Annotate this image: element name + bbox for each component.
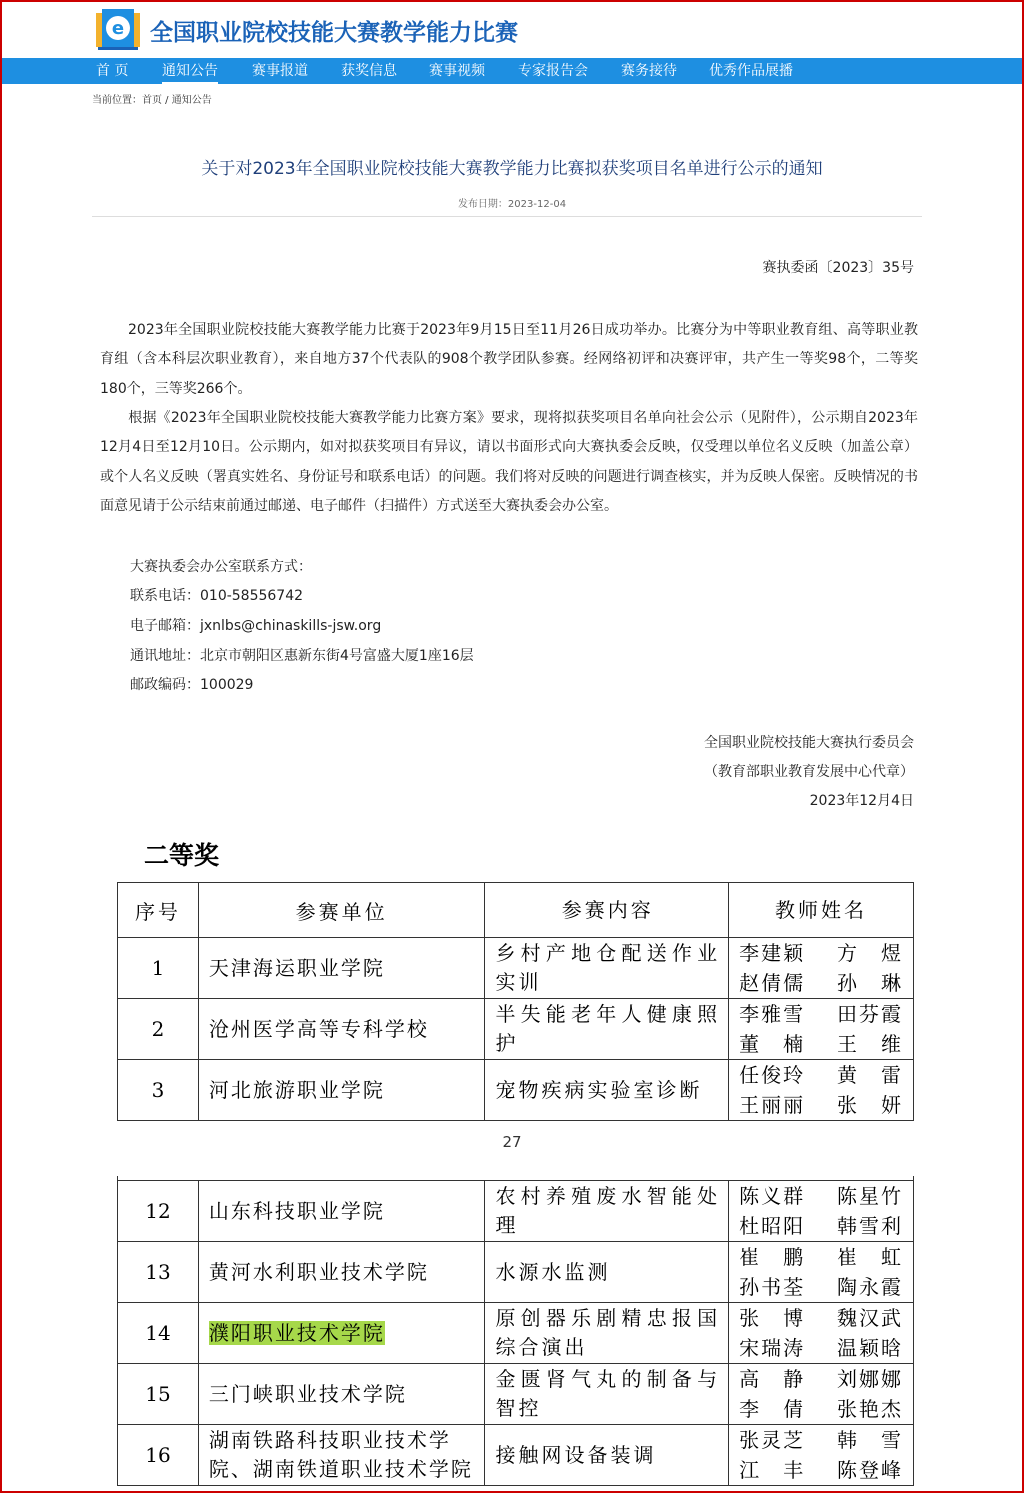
teacher-name: 陈星竹: [837, 1184, 903, 1208]
signature-seal: （教育部职业教育发展中心代章）: [704, 764, 914, 780]
breadcrumb: 当前位置：首页 / 通知公告: [92, 95, 212, 106]
row-unit: [198, 938, 485, 999]
teacher-line: [739, 968, 903, 998]
row-teachers: [729, 1303, 914, 1364]
e-logo-icon[interactable]: [94, 7, 142, 51]
row-teachers: [729, 1181, 914, 1242]
signature-date: 2023年12月4日: [809, 793, 914, 809]
row-unit: [198, 999, 485, 1060]
nav-reports[interactable]: 赛事报道: [252, 63, 308, 79]
site-title[interactable]: 全国职业院校技能大赛教学能力比赛: [150, 20, 518, 46]
row-teachers: [729, 1364, 914, 1425]
contact-phone: 联系电话：010-58556742: [130, 588, 304, 604]
unit-name: 黄河水利职业技术学院: [208, 1259, 429, 1284]
nav-expert-talks[interactable]: 专家报告会: [518, 63, 588, 79]
row-unit: [198, 1060, 485, 1121]
nav-notices[interactable]: 通知公告: [162, 61, 218, 84]
teacher-name: 陈义群: [739, 1184, 806, 1208]
unit-name: 沧州医学高等专科学校: [208, 1016, 429, 1041]
col-teachers: 教师姓名: [729, 883, 914, 938]
row-unit: [198, 1425, 485, 1486]
teacher-name: 张 博: [739, 1306, 806, 1330]
teacher-name: 杜昭阳: [739, 1214, 806, 1238]
divider: [92, 216, 922, 217]
row-index: 1: [118, 938, 199, 999]
row-index: 2: [118, 999, 199, 1060]
row-teachers: [729, 938, 914, 999]
teacher-name: 赵倩儒: [739, 971, 806, 995]
row-index: 16: [118, 1425, 199, 1486]
row-content: 农村养殖废水智能处理: [485, 1181, 729, 1242]
teacher-name: 温颖晗: [837, 1336, 903, 1360]
teacher-name: 王 维: [837, 1032, 903, 1056]
paragraph-1: [100, 316, 918, 404]
teacher-line: [739, 1242, 903, 1272]
row-unit: [198, 1364, 485, 1425]
teacher-name: 高 静: [739, 1367, 806, 1391]
unit-name: 三门峡职业技术学院: [208, 1381, 407, 1406]
unit-name: 湖南铁路科技职业技术学院、湖南铁道职业技术学院: [208, 1428, 473, 1481]
table-row: [118, 1425, 914, 1486]
row-content: 半失能老年人健康照护: [485, 999, 729, 1060]
row-unit: [198, 1181, 485, 1242]
paragraph-2: [100, 404, 918, 521]
page-number: 27: [502, 1133, 522, 1151]
nav-reception[interactable]: 赛务接待: [621, 63, 677, 79]
teacher-line: [739, 1272, 903, 1302]
row-content: 乡村产地仓配送作业实训: [485, 938, 729, 999]
table-row: [118, 1060, 914, 1121]
teacher-name: 孙书荃: [739, 1275, 806, 1299]
row-teachers: [729, 1425, 914, 1486]
nav-videos[interactable]: 赛事视频: [429, 63, 485, 79]
teacher-line: [739, 1060, 903, 1090]
site-header: [2, 2, 1022, 58]
teacher-name: 方 煜: [837, 941, 903, 965]
contact-postcode: 邮政编码：100029: [130, 677, 254, 693]
main-nav: [2, 58, 1022, 84]
col-unit: 参赛单位: [198, 883, 485, 938]
teacher-line: [739, 1394, 903, 1424]
row-index: 15: [118, 1364, 199, 1425]
prize-heading: 二等奖: [144, 841, 220, 870]
page-title: 关于对2023年全国职业院校技能大赛教学能力比赛拟获奖项目名单进行公示的通知: [201, 159, 823, 179]
teacher-name: 崔 虹: [837, 1245, 903, 1269]
teacher-line: [739, 1029, 903, 1059]
paragraph-1-text: 2023年全国职业院校技能大赛教学能力比赛于2023年9月15日至11月26日成功举办。比赛分为中等职业教育组、高等职业教育组（含本科层次职业教育），来自地方37个代表队的908个教学团队参赛。经网络初评和决赛评审，共产生一等奖98个，二等奖180个，三等奖266个。: [100, 322, 918, 397]
row-index: 3: [118, 1060, 199, 1121]
publish-date: 发布日期：2023-12-04: [457, 199, 567, 210]
table-row: [118, 938, 914, 999]
col-index: 序号: [118, 883, 199, 938]
signature-org: 全国职业院校技能大赛执行委员会: [704, 735, 914, 751]
teacher-line: [739, 1211, 903, 1241]
col-content: 参赛内容: [485, 883, 729, 938]
teacher-name: 田芬霞: [837, 1002, 903, 1026]
teacher-name: 韩 雪: [837, 1428, 903, 1452]
paragraph-2-text: 根据《2023年全国职业院校技能大赛教学能力比赛方案》要求，现将拟获奖项目名单向社会公示（见附件），公示期自2023年12月4日至12月10日。公示期内，如对拟获奖项目有异议，请以书面形式向大赛执委会反映，仅受理以单位名义反映（加盖公章）或个人名义反映（署真实姓名、身份证号和联系电话）的问题。我们将对反映的问题进行调查核实，并为反映人保密。反映情况的书面意见请于公示结束前通过邮递、电子邮件（扫描件）方式送至大赛执委会办公室。: [100, 410, 918, 514]
teacher-name: 张灵芝: [739, 1428, 806, 1452]
row-unit: [198, 1242, 485, 1303]
teacher-line: [739, 999, 903, 1029]
teacher-name: 陶永霞: [837, 1275, 903, 1299]
teacher-line: [739, 1181, 903, 1211]
teacher-name: 黄 雷: [837, 1063, 903, 1087]
teacher-name: 张 妍: [837, 1093, 903, 1117]
nav-showcase[interactable]: 优秀作品展播: [709, 63, 793, 79]
teacher-name: 崔 鹏: [739, 1245, 806, 1269]
row-content: 接触网设备装调: [485, 1425, 729, 1486]
svg-text:e: e: [111, 18, 125, 39]
contact-heading: 大赛执委会办公室联系方式：: [130, 559, 312, 575]
row-teachers: [729, 999, 914, 1060]
teacher-name: 王丽丽: [739, 1093, 806, 1117]
teacher-line: [739, 1425, 903, 1455]
award-table-continued: [117, 1180, 914, 1486]
row-teachers: [729, 1242, 914, 1303]
teacher-name: 李雅雪: [739, 1002, 806, 1026]
teacher-line: [739, 1455, 903, 1485]
contact-address: 通讯地址：北京市朝阳区惠新东街4号富盛大厦1座16层: [130, 648, 474, 664]
table-row: [118, 1242, 914, 1303]
teacher-name: 孙 琳: [837, 971, 903, 995]
table-row: [118, 1181, 914, 1242]
row-content: 金匮肾气丸的制备与智控: [485, 1364, 729, 1425]
table-row: [118, 1303, 914, 1364]
unit-name: 天津海运职业学院: [208, 955, 385, 980]
nav-home[interactable]: 首 页: [96, 63, 129, 79]
row-content: 水源水监测: [485, 1242, 729, 1303]
nav-awards[interactable]: 获奖信息: [341, 63, 397, 79]
teacher-name: 魏汉武: [837, 1306, 903, 1330]
teacher-name: 刘娜娜: [837, 1367, 903, 1391]
row-content: 宠物疾病实验室诊断: [485, 1060, 729, 1121]
teacher-line: [739, 938, 903, 968]
row-index: 13: [118, 1242, 199, 1303]
unit-name: 河北旅游职业学院: [208, 1077, 385, 1102]
teacher-name: 李 倩: [739, 1397, 806, 1421]
table-row: [118, 999, 914, 1060]
teacher-line: [739, 1333, 903, 1363]
table-row: [118, 1364, 914, 1425]
teacher-name: 董 楠: [739, 1032, 806, 1056]
teacher-name: 任俊玲: [739, 1063, 806, 1087]
row-unit: [198, 1303, 485, 1364]
table-header: [118, 883, 914, 938]
document-number: 赛执委函〔2023〕35号: [762, 260, 914, 276]
row-teachers: [729, 1060, 914, 1121]
teacher-name: 宋瑞涛: [739, 1336, 806, 1360]
teacher-name: 张艳杰: [837, 1397, 903, 1421]
teacher-name: 李建颖: [739, 941, 806, 965]
unit-name: 濮阳职业技术学院: [208, 1320, 385, 1345]
teacher-name: 陈登峰: [837, 1458, 903, 1482]
row-index: 12: [118, 1181, 199, 1242]
teacher-name: 韩雪利: [837, 1214, 903, 1238]
teacher-line: [739, 1090, 903, 1120]
teacher-line: [739, 1364, 903, 1394]
row-content: 原创器乐剧精忠报国综合演出: [485, 1303, 729, 1364]
award-table-page-27: [117, 882, 914, 1121]
unit-name: 山东科技职业学院: [208, 1198, 385, 1223]
row-index: 14: [118, 1303, 199, 1364]
contact-email: 电子邮箱：jxnlbs@chinaskills-jsw.org: [130, 618, 382, 634]
teacher-line: [739, 1303, 903, 1333]
teacher-name: 江 丰: [739, 1458, 806, 1482]
